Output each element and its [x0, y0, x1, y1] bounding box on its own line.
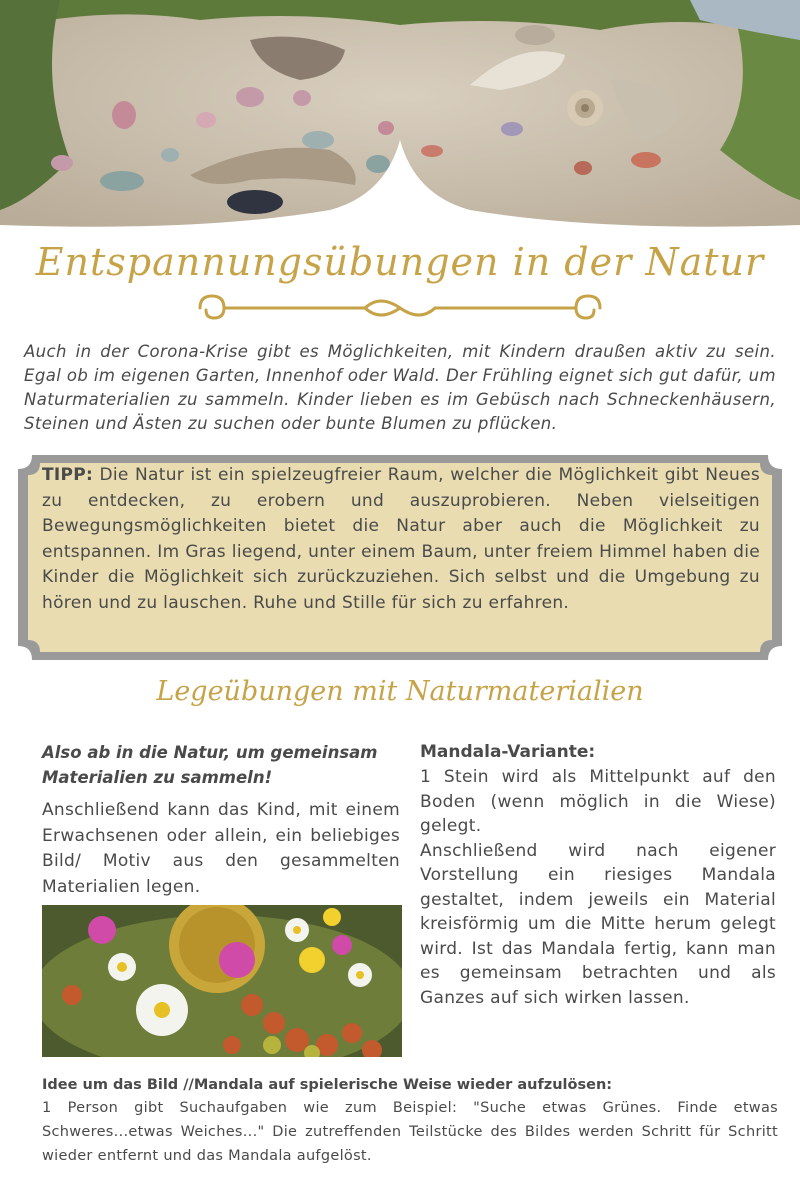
mandala-variant-heading: Mandala-Variante:	[420, 742, 596, 762]
header-photo	[0, 0, 800, 240]
intro-paragraph: Auch in der Corona-Krise gibt es Möglichkeiten, mit Kindern draußen aktiv zu sein. Egal ob im eigenen Garten, Innenhof oder Wald. Der Frühling eignet sich gut dafür, um Naturmaterialien zu sammeln. Kinder lieben es im Gebüsch nach Schneckenhäusern, Steinen und Ästen zu suchen oder bunte Blumen zu pflücken.	[24, 342, 776, 433]
right-column	[420, 740, 776, 1010]
bottom-paragraph: 1 Person gibt Suchaufgaben wie zum Beispiel: "Suche etwas Grünes. Finde etwas Schweres...etwas Weiches..." Die zutreffenden Teilstücke des Bildes werden Schritt für Schritt wieder entfernt und das Mandala aufgelöst.	[42, 1100, 778, 1164]
tip-text	[42, 463, 760, 616]
left-paragraph: Anschließend kann das Kind, mit einem Erwachsenen oder allein, ein beliebiges Bild/ Motiv aus den gesammelten Materialien legen.	[42, 800, 400, 897]
gold-flourish-divider	[190, 288, 610, 328]
left-column	[42, 740, 400, 900]
bottom-section	[42, 1074, 778, 1168]
section-title: Legeübungen mit Naturmaterialien	[156, 676, 644, 707]
page-title: Entspannungsübungen in der Natur	[35, 240, 765, 284]
left-lead: Also ab in die Natur, um gemeinsam Materialien zu sammeln!	[42, 743, 378, 787]
tip-label: TIPP:	[42, 465, 94, 485]
mandala-photo	[42, 905, 402, 1057]
tip-box	[18, 455, 782, 660]
mandala-variant-text-2: Anschließend wird nach eigener Vorstellung ein riesiges Mandala gestaltet, indem jeweils ein Material kreisförmig um die Mitte herum gelegt wird. Ist das Mandala fertig, kann man es gemeinsam betrachten und als Ganzes auf sich wirken lassen.	[420, 840, 776, 1008]
mandala-variant-text-1: 1 Stein wird als Mittelpunkt auf den Boden (wenn möglich in die Wiese) gelegt.	[420, 767, 776, 836]
tip-body: Die Natur ist ein spielzeugfreier Raum, welcher die Möglichkeit gibt Neues zu entdecken, zu erobern und auszuprobieren. Neben vielseitigen Bewegungsmöglichkeiten bietet die Natur aber auch die Möglichkeit zu entspannen. Im Gras liegend, unter einem Baum, unter freiem Himmel haben die Kinder die Möglichkeit sich zurückzuziehen. Sich selbst und die Umgebung zu hören und zu lauschen. Ruhe und Stille für sich zu erfahren.	[42, 465, 760, 613]
bottom-heading: Idee um das Bild //Mandala auf spielerische Weise wieder aufzulösen:	[42, 1077, 613, 1093]
